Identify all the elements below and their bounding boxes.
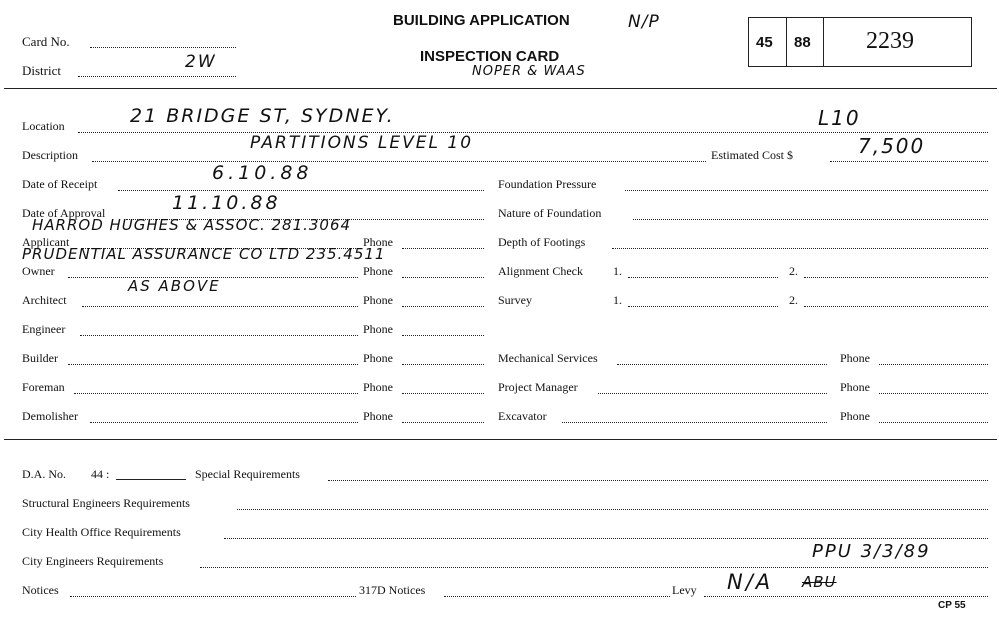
builder-label: Builder: [22, 351, 58, 365]
applicant-value: HARROD HUGHES & ASSOC. 281.3064: [32, 216, 352, 234]
levy-line[interactable]: [704, 596, 988, 597]
date-receipt-value: 6.10.88: [212, 162, 313, 184]
levy-struck-text: ABU: [802, 573, 837, 591]
notices-317d-line[interactable]: [444, 596, 670, 597]
estimated-cost-line[interactable]: [830, 161, 988, 162]
structural-requirements-label: Structural Engineers Requirements: [22, 496, 190, 510]
engineer-phone-line[interactable]: [402, 335, 484, 336]
box-code-b: 88: [794, 34, 811, 51]
title-note-names: NOPER & WAAS: [472, 64, 586, 79]
foreman-label: Foreman: [22, 380, 65, 394]
box-code-a: 45: [756, 34, 773, 51]
estimated-cost-label: Estimated Cost $: [711, 148, 793, 162]
notices-line[interactable]: [70, 596, 356, 597]
city-engineers-value: PPU 3/3/89: [812, 541, 931, 562]
da-no-value: 44 :: [91, 467, 110, 481]
district-line[interactable]: [78, 76, 236, 77]
card-no-label: Card No.: [22, 34, 70, 49]
demolisher-phone-label: Phone: [363, 409, 393, 423]
section-divider: [4, 439, 997, 440]
project-manager-phone-line[interactable]: [879, 393, 988, 394]
builder-phone-line[interactable]: [402, 364, 484, 365]
special-requirements-label: Special Requirements: [195, 467, 300, 481]
card-number-box: [748, 17, 972, 67]
district-label: District: [22, 63, 61, 78]
levy-value: N/A: [727, 570, 774, 594]
excavator-phone-line[interactable]: [879, 422, 988, 423]
survey-line2[interactable]: [804, 306, 988, 307]
date-receipt-label: Date of Receipt: [22, 177, 98, 191]
architect-label: Architect: [22, 293, 67, 307]
location-level: L10: [818, 106, 861, 130]
alignment-check-num2: 2.: [789, 264, 798, 278]
excavator-line[interactable]: [562, 422, 827, 423]
health-requirements-label: City Health Office Requirements: [22, 525, 181, 539]
nature-foundation-label: Nature of Foundation: [498, 206, 602, 220]
card-no-line[interactable]: [90, 47, 236, 48]
project-manager-phone-label: Phone: [840, 380, 870, 394]
owner-phone-label: Phone: [363, 264, 393, 278]
estimated-cost-value: 7,500: [858, 134, 926, 158]
project-manager-line[interactable]: [598, 393, 827, 394]
mechanical-services-line[interactable]: [617, 364, 827, 365]
engineer-phone-label: Phone: [363, 322, 393, 336]
owner-value: PRUDENTIAL ASSURANCE CO LTD 235.4511: [22, 245, 386, 263]
city-engineers-label: City Engineers Requirements: [22, 554, 164, 568]
box-divider-1: [786, 17, 787, 67]
special-requirements-line[interactable]: [328, 480, 988, 481]
da-no-label: D.A. No.: [22, 467, 66, 481]
card-title-line2: INSPECTION CARD: [420, 48, 560, 65]
header-divider: [4, 88, 997, 89]
architect-phone-label: Phone: [363, 293, 393, 307]
foundation-pressure-line[interactable]: [625, 190, 988, 191]
date-approval-value: 11.10.88: [172, 192, 281, 214]
mechanical-services-label: Mechanical Services: [498, 351, 598, 365]
district-value: 2W: [185, 52, 217, 72]
box-card-number: 2239: [866, 28, 914, 54]
da-no-line[interactable]: [116, 479, 186, 480]
survey-num2: 2.: [789, 293, 798, 307]
project-manager-label: Project Manager: [498, 380, 578, 394]
structural-requirements-line[interactable]: [237, 509, 988, 510]
notices-label: Notices: [22, 583, 59, 597]
engineer-label: Engineer: [22, 322, 66, 336]
demolisher-line[interactable]: [90, 422, 358, 423]
description-value: PARTITIONS LEVEL 10: [250, 133, 474, 153]
excavator-phone-label: Phone: [840, 409, 870, 423]
applicant-phone-line[interactable]: [402, 248, 484, 249]
architect-phone-line[interactable]: [402, 306, 484, 307]
date-approval-label: Date of Approval: [22, 206, 106, 220]
form-code: CP 55: [938, 600, 966, 611]
location-label: Location: [22, 119, 65, 133]
survey-num1: 1.: [613, 293, 622, 307]
engineer-line[interactable]: [80, 335, 358, 336]
levy-label: Levy: [672, 583, 697, 597]
date-receipt-line[interactable]: [118, 190, 484, 191]
survey-line1[interactable]: [628, 306, 778, 307]
foreman-phone-label: Phone: [363, 380, 393, 394]
foundation-pressure-label: Foundation Pressure: [498, 177, 597, 191]
location-line[interactable]: [78, 132, 988, 133]
card-title-line1: BUILDING APPLICATION: [393, 12, 570, 29]
box-divider-2: [823, 17, 824, 67]
owner-phone-line[interactable]: [402, 277, 484, 278]
demolisher-label: Demolisher: [22, 409, 78, 423]
architect-line[interactable]: [82, 306, 358, 307]
applicant-label: Applicant: [22, 235, 70, 249]
description-line[interactable]: [92, 161, 706, 162]
applicant-phone-label: Phone: [363, 235, 393, 249]
alignment-check-label: Alignment Check: [498, 264, 583, 278]
mechanical-phone-line[interactable]: [879, 364, 988, 365]
builder-phone-label: Phone: [363, 351, 393, 365]
title-note-np: N/P: [628, 12, 660, 32]
description-label: Description: [22, 148, 78, 162]
owner-label: Owner: [22, 264, 55, 278]
depth-footings-label: Depth of Footings: [498, 235, 586, 249]
foreman-phone-line[interactable]: [402, 393, 484, 394]
nature-foundation-line[interactable]: [633, 219, 988, 220]
location-value: 21 BRIDGE ST, SYDNEY.: [130, 105, 395, 127]
demolisher-phone-line[interactable]: [402, 422, 484, 423]
survey-label: Survey: [498, 293, 532, 307]
foreman-line[interactable]: [74, 393, 358, 394]
notices-317d-label: 317D Notices: [359, 583, 426, 597]
depth-footings-line[interactable]: [612, 248, 988, 249]
health-requirements-line[interactable]: [224, 538, 988, 539]
alignment-check-num1: 1.: [613, 264, 622, 278]
city-engineers-line[interactable]: [200, 567, 988, 568]
mechanical-phone-label: Phone: [840, 351, 870, 365]
architect-value: AS ABOVE: [128, 277, 221, 295]
alignment-check-line1[interactable]: [628, 277, 778, 278]
builder-line[interactable]: [68, 364, 358, 365]
excavator-label: Excavator: [498, 409, 547, 423]
alignment-check-line2[interactable]: [804, 277, 988, 278]
